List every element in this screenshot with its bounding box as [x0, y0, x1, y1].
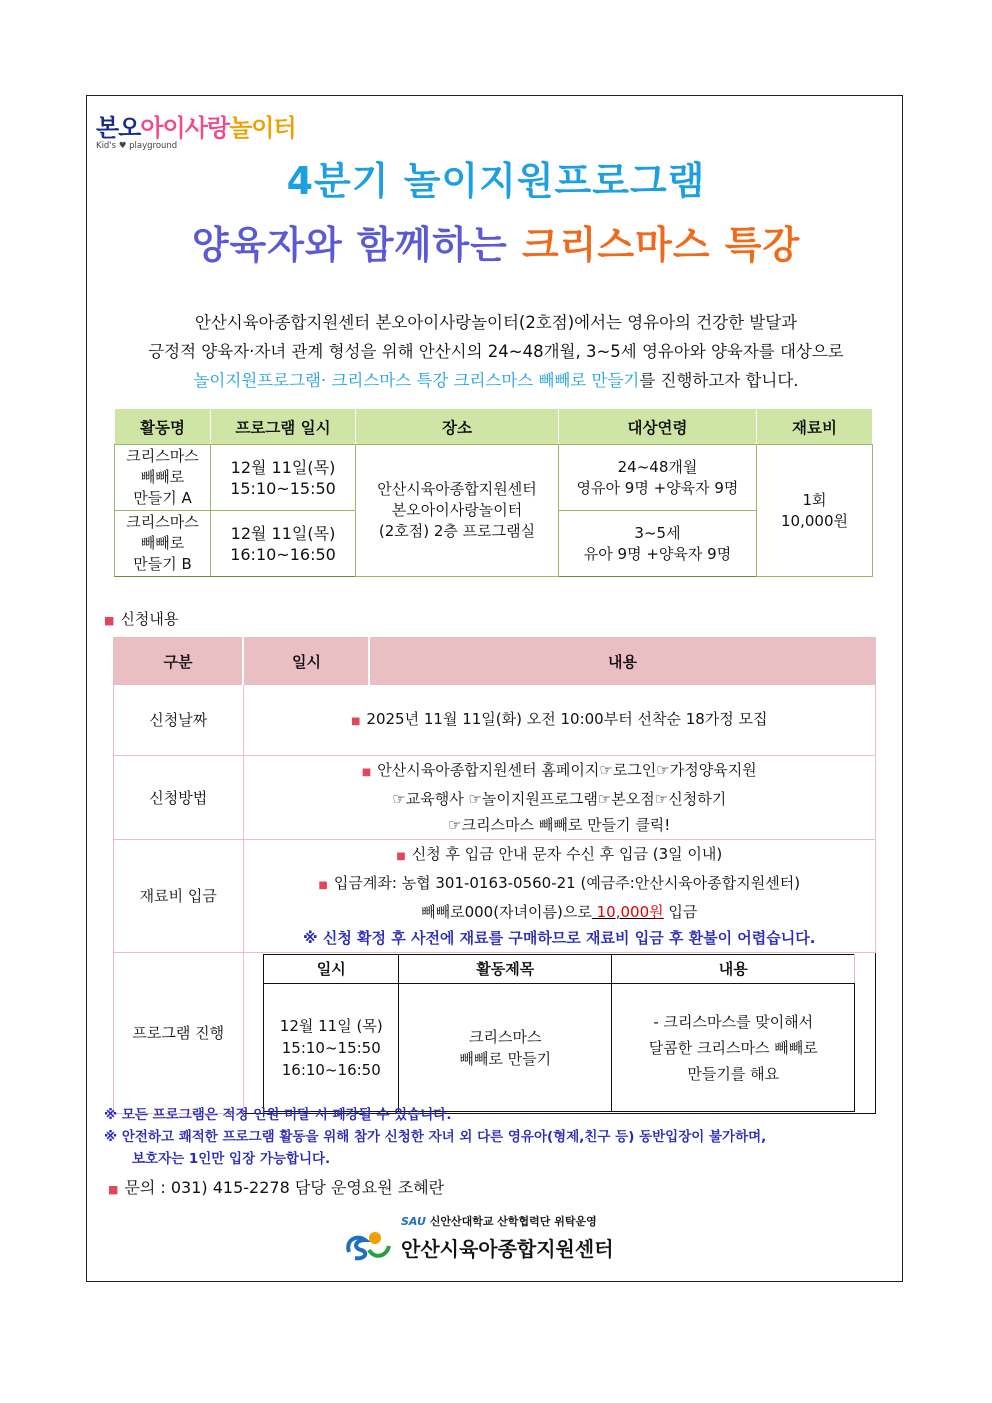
logo-part2: 아이사랑	[140, 114, 230, 142]
note-2: ※ 안전하고 쾌적한 프로그램 활동을 위해 참가 신청한 자녀 외 다른 영유아(형제,친구 등) 동반입장이 불가하며,	[104, 1129, 767, 1145]
table-row	[114, 840, 876, 953]
inner-content: - 크리스마스를 맞이해서 달콤한 크리스마스 빼빼로 만들기를 해요	[612, 984, 855, 1112]
fee-amount: 10,000원	[591, 903, 664, 921]
apply-method-label: 신청방법	[114, 756, 244, 840]
col-activity: 활동명	[115, 409, 211, 445]
apply-method-line1: 안산시육아종합지원센터 홈페이지☞로그인☞가정양육지원	[377, 761, 757, 779]
apply-fee-line1: 신청 후 입금 안내 문자 수신 후 입금 (3일 이내)	[411, 845, 723, 863]
center-logo-icon	[343, 1226, 395, 1262]
title-line2-a: 양육자와 함께하는	[191, 223, 522, 267]
logo	[96, 108, 336, 154]
inner-col-title: 활동제목	[399, 955, 612, 984]
apply-date-value	[243, 685, 876, 756]
progress-value	[243, 953, 876, 1114]
apply-date-text: 2025년 11월 11일(화) 오전 10:00부터 선착순 18가정 모집	[366, 709, 768, 728]
contact-info	[108, 1175, 444, 1198]
col-content: 내용	[369, 638, 876, 685]
note-3: 보호자는 1인만 입장 가능합니다.	[132, 1151, 331, 1167]
title-line2-b: 크리스마스 특강	[521, 223, 801, 267]
col-datetime: 일시	[243, 638, 369, 685]
square-bullet-icon: ■	[361, 767, 372, 778]
intro-line2: 긍정적 양육자·자녀 관계 형성을 위해 안산시의 24~48개월, 3~5세 영유아와 양육자를 대상으로	[148, 342, 844, 361]
table-row	[115, 445, 873, 511]
col-age: 대상연령	[559, 409, 757, 445]
inner-col-content: 내용	[612, 955, 855, 984]
title-line1: 4분기 놀이지원프로그램	[286, 159, 706, 203]
square-bullet-icon: ■	[104, 614, 115, 627]
table-row	[114, 685, 876, 756]
col-place: 장소	[356, 409, 559, 445]
activity-place: 안산시육아종합지원센터 본오아이사랑놀이터 (2호점) 2층 프로그램실	[356, 445, 559, 577]
logo-part3: 놀이터	[229, 114, 296, 142]
footer-logo	[343, 1213, 643, 1263]
apply-fee-line3-end: 입금	[663, 903, 698, 921]
table-row	[114, 953, 876, 1114]
progress-inner-table	[263, 954, 855, 1112]
col-fee: 재료비	[757, 409, 873, 445]
footer-line2: 안산시육아종합지원센터	[401, 1237, 614, 1261]
inner-title: 크리스마스 빼빼로 만들기	[399, 984, 612, 1112]
activity-fee: 1회 10,000원	[757, 445, 873, 577]
activity-age: 3~5세 유아 9명 +양육자 9명	[559, 511, 757, 577]
square-bullet-icon: ■	[318, 880, 328, 891]
program-table	[114, 408, 873, 577]
apply-method-line3: ☞크리스마스 빼빼로 만들기 클릭!	[448, 816, 671, 834]
square-bullet-icon: ■	[396, 851, 406, 862]
apply-method-line2: ☞교육행사 ☞놀이지원프로그램☞본오점☞신청하기	[392, 790, 727, 808]
intro-line3-rest: 를 진행하고자 합니다.	[639, 371, 799, 390]
apply-fee-line3: 빼빼로000(자녀이름)으로	[421, 903, 592, 921]
program-table-header	[115, 409, 873, 445]
activity-age: 24~48개월 영유아 9명 +양육자 9명	[559, 445, 757, 511]
apply-fee-label: 재료비 입금	[114, 840, 244, 953]
inner-col-time: 일시	[264, 955, 399, 984]
intro-paragraph	[96, 308, 896, 395]
logo-sub: Kid's ♥ playground	[96, 141, 178, 151]
footer-line1: 신안산대학교 산학협력단 위탁운영	[429, 1215, 597, 1228]
activity-name: 크리스마스 빼빼로 만들기 A	[115, 445, 211, 511]
square-bullet-icon: ■	[350, 715, 361, 727]
apply-section-label: 신청내용	[120, 610, 179, 628]
inner-time: 12월 11일 (목) 15:10~15:50 16:10~16:50	[264, 984, 399, 1112]
title-line2	[0, 214, 992, 269]
refund-warning: ※ 신청 확정 후 사전에 재료를 구매하므로 재료비 입금 후 환불이 어렵습니다.	[303, 929, 816, 947]
table-row	[114, 756, 876, 840]
logo-part1: 본오	[96, 114, 141, 142]
intro-line3-blue: 놀이지원프로그램· 크리스마스 특강 크리스마스 빼빼로 만들기	[193, 371, 640, 390]
apply-table-header	[114, 638, 876, 685]
inner-table-header	[264, 955, 855, 984]
activity-time: 12월 11일(목) 15:10~15:50	[211, 445, 356, 511]
contact-text: 문의 : 031) 415-2278 담당 운영요원 조혜란	[124, 1178, 445, 1197]
activity-name: 크리스마스 빼빼로 만들기 B	[115, 511, 211, 577]
apply-date-label: 신청날짜	[114, 685, 244, 756]
sau-mark: SAU	[401, 1215, 426, 1228]
intro-line1: 안산시육아종합지원센터 본오아이사랑놀이터(2호점)에서는 영유아의 건강한 발달과	[194, 313, 798, 332]
intro-line3	[96, 366, 896, 395]
apply-section-title	[104, 608, 178, 629]
activity-time: 12월 11일(목) 16:10~16:50	[211, 511, 356, 577]
apply-fee-line2: 입금계좌: 농협 301-0163-0560-21 (예금주:안산시육아종합지원센터)	[333, 874, 801, 892]
apply-table	[113, 637, 876, 1114]
square-bullet-icon: ■	[108, 1183, 119, 1196]
apply-method-value	[243, 756, 876, 840]
table-row	[264, 984, 855, 1112]
note-1: ※ 모든 프로그램은 적정 인원 미달 시 폐강될 수 있습니다.	[104, 1107, 452, 1123]
progress-label: 프로그램 진행	[114, 953, 244, 1114]
notes	[104, 1104, 766, 1170]
col-time: 프로그램 일시	[211, 409, 356, 445]
apply-fee-value	[243, 840, 876, 953]
col-category: 구분	[114, 638, 244, 685]
